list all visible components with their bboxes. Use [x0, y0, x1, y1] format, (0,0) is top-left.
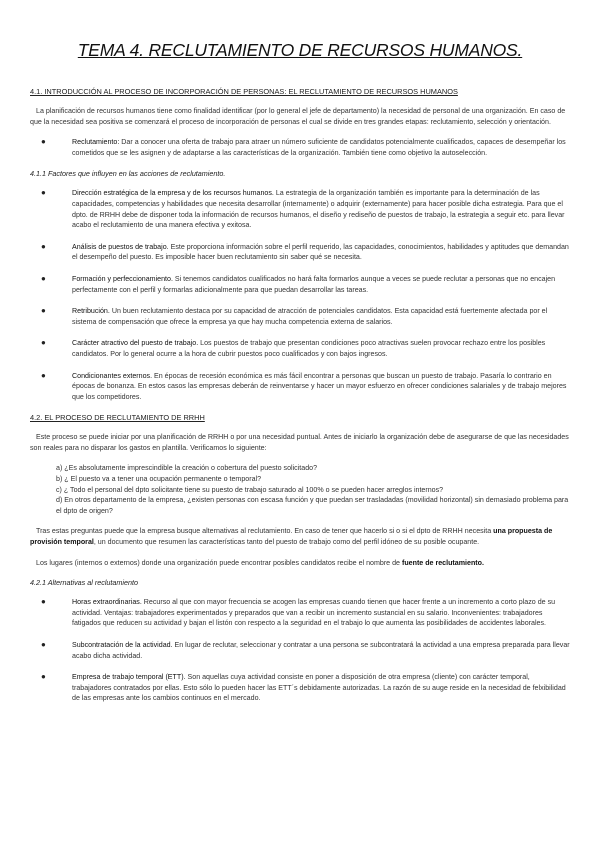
list-item [30, 640, 570, 661]
question-item: b) ¿ El puesto va a tener una ocupación permanente o temporal? [56, 475, 262, 484]
bullet-term: Formación y perfeccionamiento. [72, 274, 173, 283]
bullet-icon: ● [41, 672, 46, 682]
bullet-icon: ● [41, 273, 46, 283]
bullet-icon: ● [41, 137, 46, 147]
list-item [30, 137, 570, 158]
bullet-text: En épocas de recesión económica es más fácil encontrar a personas que buscan un puesto de trabajo. Pasaría lo contrario en épocas de bonanza. En estos casos las empresas deberán de reinventarse y hacer un mayor esfuerzo en ofrecer condiciones salariales y de trabajo mejores que los competidores. [72, 371, 567, 401]
alternatives-list [30, 597, 570, 704]
section-heading-4-1: 4.1. INTRODUCCIÓN AL PROCESO DE INCORPORACIÓN DE PERSONAS: EL RECLUTAMIENTO DE RECURSOS HUMANOS [30, 87, 458, 96]
list-item [30, 597, 570, 629]
section-heading-4-1-1: 4.1.1 Factores que influyen en las acciones de reclutamiento. [30, 169, 226, 179]
bullet-icon: ● [41, 188, 46, 198]
question-item: c) ¿ Todo el personal del dpto solicitante tiene su puesto de trabajo saturado al 100% o se pueden hacer arreglos internos? [56, 485, 444, 494]
list-item [30, 338, 570, 359]
bullet-text: Si tenemos candidatos cualificados no hará falta formarlos aunque a veces se puede reclutar a personas que no encajen perfectamente con el perfil y formarlas adicionalmente para que puedan desarrollar las tareas. [72, 274, 556, 294]
list-item [30, 306, 570, 327]
bullet-text: Recurso al que con mayor frecuencia se acogen las empresas cuando tienen que hacer frente a un incremento a corto plazo de su actividad. Ventajas: trabajadores experimentados y preparados que van a recibir un incremento sustancial en su salario. Inconvenientes: trabajadores fatigados que reducen su actividad y bajan el listón con respecto a la seguridad en el trabajo lo que aumenta las posibilidades de accidentes laborales. [72, 598, 556, 628]
bullet-term: Análisis de puestos de trabajo. [72, 242, 169, 251]
bullet-icon: ● [41, 597, 46, 607]
list-item [30, 672, 570, 704]
bullet-icon: ● [41, 640, 46, 649]
section-4-2-paragraph-2 [30, 526, 570, 547]
paragraph-emphasis: fuente de reclutamiento. [401, 558, 484, 567]
bullet-text: Son aquellas cuya actividad consiste en poner a disposición de otra empresa (cliente) con carácter temporal, trabajadores contratados por ellas. Esto sólo lo pueden hacer las ETT´s debidamente autorizadas. La razón de su auge reside en la necesidad de felxibilidad de las empresas ante los cambios continuos en el mercado. [72, 673, 566, 703]
bullet-icon: ● [41, 370, 46, 380]
bullet-term: Condicionantes externos. [72, 371, 153, 380]
bullet-text: Dar a conocer una oferta de trabajo para atraer un número suficiente de candidatos potencialmente cualificados, capaces de desempeñar los cometidos que se les asignen y de adaptarse a las características de la organización. También tiene como objetivo la autoselección. [72, 138, 566, 157]
bullet-text: Este proporciona información sobre el perfil requerido, las capacidades, conocimientos, habilidades y aptitudes que demandan el desempeño del puesto. Es imposible hacer buen reclutamiento sin saber qué se necesita. [72, 242, 569, 262]
bullet-text: Los puestos de trabajo que presentan condiciones poco atractivas suelen provocar rechazo entre los posibles candidatos. Por lo general ocurre a la hora de cubrir puestos poco cualificados y con bajos ingresos. [72, 339, 546, 358]
section-4-2-paragraph-3 [30, 558, 570, 569]
bullet-term: Carácter atractivo del puesto de trabajo. [72, 339, 199, 348]
list-item [30, 371, 570, 403]
section-heading-4-2: 4.2. EL PROCESO DE RECLUTAMIENTO DE RRHH [30, 413, 205, 423]
bullet-icon: ● [41, 306, 46, 316]
question-item: d) En otros departamento de la empresa, ¿existen personas con escasa función y que puedan ser trasladadas (movilidad horizontal) sin demasiado problema para el dpto de origen? [56, 496, 569, 515]
bullet-text: En lugar de reclutar, seleccionar y contratar a una persona se subcontratará la actividad a una empresa preparada para llevar acabo dicha actividad. [72, 641, 570, 660]
bullet-term: Dirección estratégica de la empresa y de los recursos humanos. [72, 189, 274, 198]
bullet-term: Subcontratación de la actividad. [72, 641, 173, 649]
list-item [30, 242, 570, 263]
section-4-1-list [30, 137, 570, 158]
document-title: TEMA 4. RECLUTAMIENTO DE RECURSOS HUMANOS. [77, 40, 523, 60]
paragraph-text: , un documento que resumen las características tanto del puesto de trabajo como del perfil idóneo de su posible ocupante. [93, 538, 480, 547]
list-item [30, 188, 570, 230]
bullet-term: Reclutamiento: [72, 138, 120, 147]
section-4-2-intro: Este proceso se puede iniciar por una planificación de RRHH o por una necesidad puntual. Antes de iniciarlo la organización debe de asegurarse de que las necesidades son reales para no disparar los gastos en plantilla. Verificamos lo siguiente: [30, 433, 569, 452]
section-heading-4-2-1: 4.2.1 Alternativas al reclutamiento [30, 578, 139, 588]
paragraph-text: Tras estas preguntas puede que la empresa busque alternativas al reclutamiento. En caso de tener que hacerlo si o si el dpto de RRHH necesita [36, 527, 494, 536]
bullet-term: Retribución. [72, 307, 110, 316]
paragraph-emphasis: una propuesta de provisión temporal [30, 527, 553, 547]
list-item [30, 274, 570, 295]
section-4-1-intro: La planificación de recursos humanos tiene como finalidad identificar (por lo general el jefe de departamento) la necesidad de personal de una organización. En caso de que la necesidad sea positiva se comenzará el proceso de incorporación de personas el cual se divide en tres grandes etapas: reclutamiento, selección y orientación. [30, 107, 566, 126]
bullet-icon: ● [41, 338, 46, 348]
bullet-text: La estrategia de la organización también es importante para la determinación de las capacidades, competencias y habilidades que necesita desarrollar (internamente) o adquirir (externamente) para hacer posible dicha estrategia. Para que el dpto. de RRHH debe de disponer toda la información de recursos humanos, el diseño y rediseño de puestos de trabajo, la estrategia a seguir etc. para llevar acabo el reclutamiento de una manera efectiva y exitosa. [72, 189, 565, 230]
bullet-term: Horas extraordinarias. [72, 598, 142, 607]
question-item: a) ¿Es absolutamente imprescindible la creación o cobertura del puesto solicitado? [56, 464, 318, 473]
bullet-term: Empresa de trabajo temporal (ETT). [72, 673, 186, 682]
factors-list [30, 188, 570, 402]
bullet-text: Un buen reclutamiento destaca por su capacidad de atracción de potenciales candidatos. Esta capacidad está fuertemente afectada por el sistema de compensación que ofrece la empresa ya que hay mucha competencia externa de salarios. [72, 307, 548, 326]
bullet-icon: ● [41, 241, 46, 251]
verification-questions [56, 463, 570, 516]
paragraph-text: Los lugares (internos o externos) donde una organización puede encontrar posibles candidatos recibe el nombre de [36, 558, 402, 567]
